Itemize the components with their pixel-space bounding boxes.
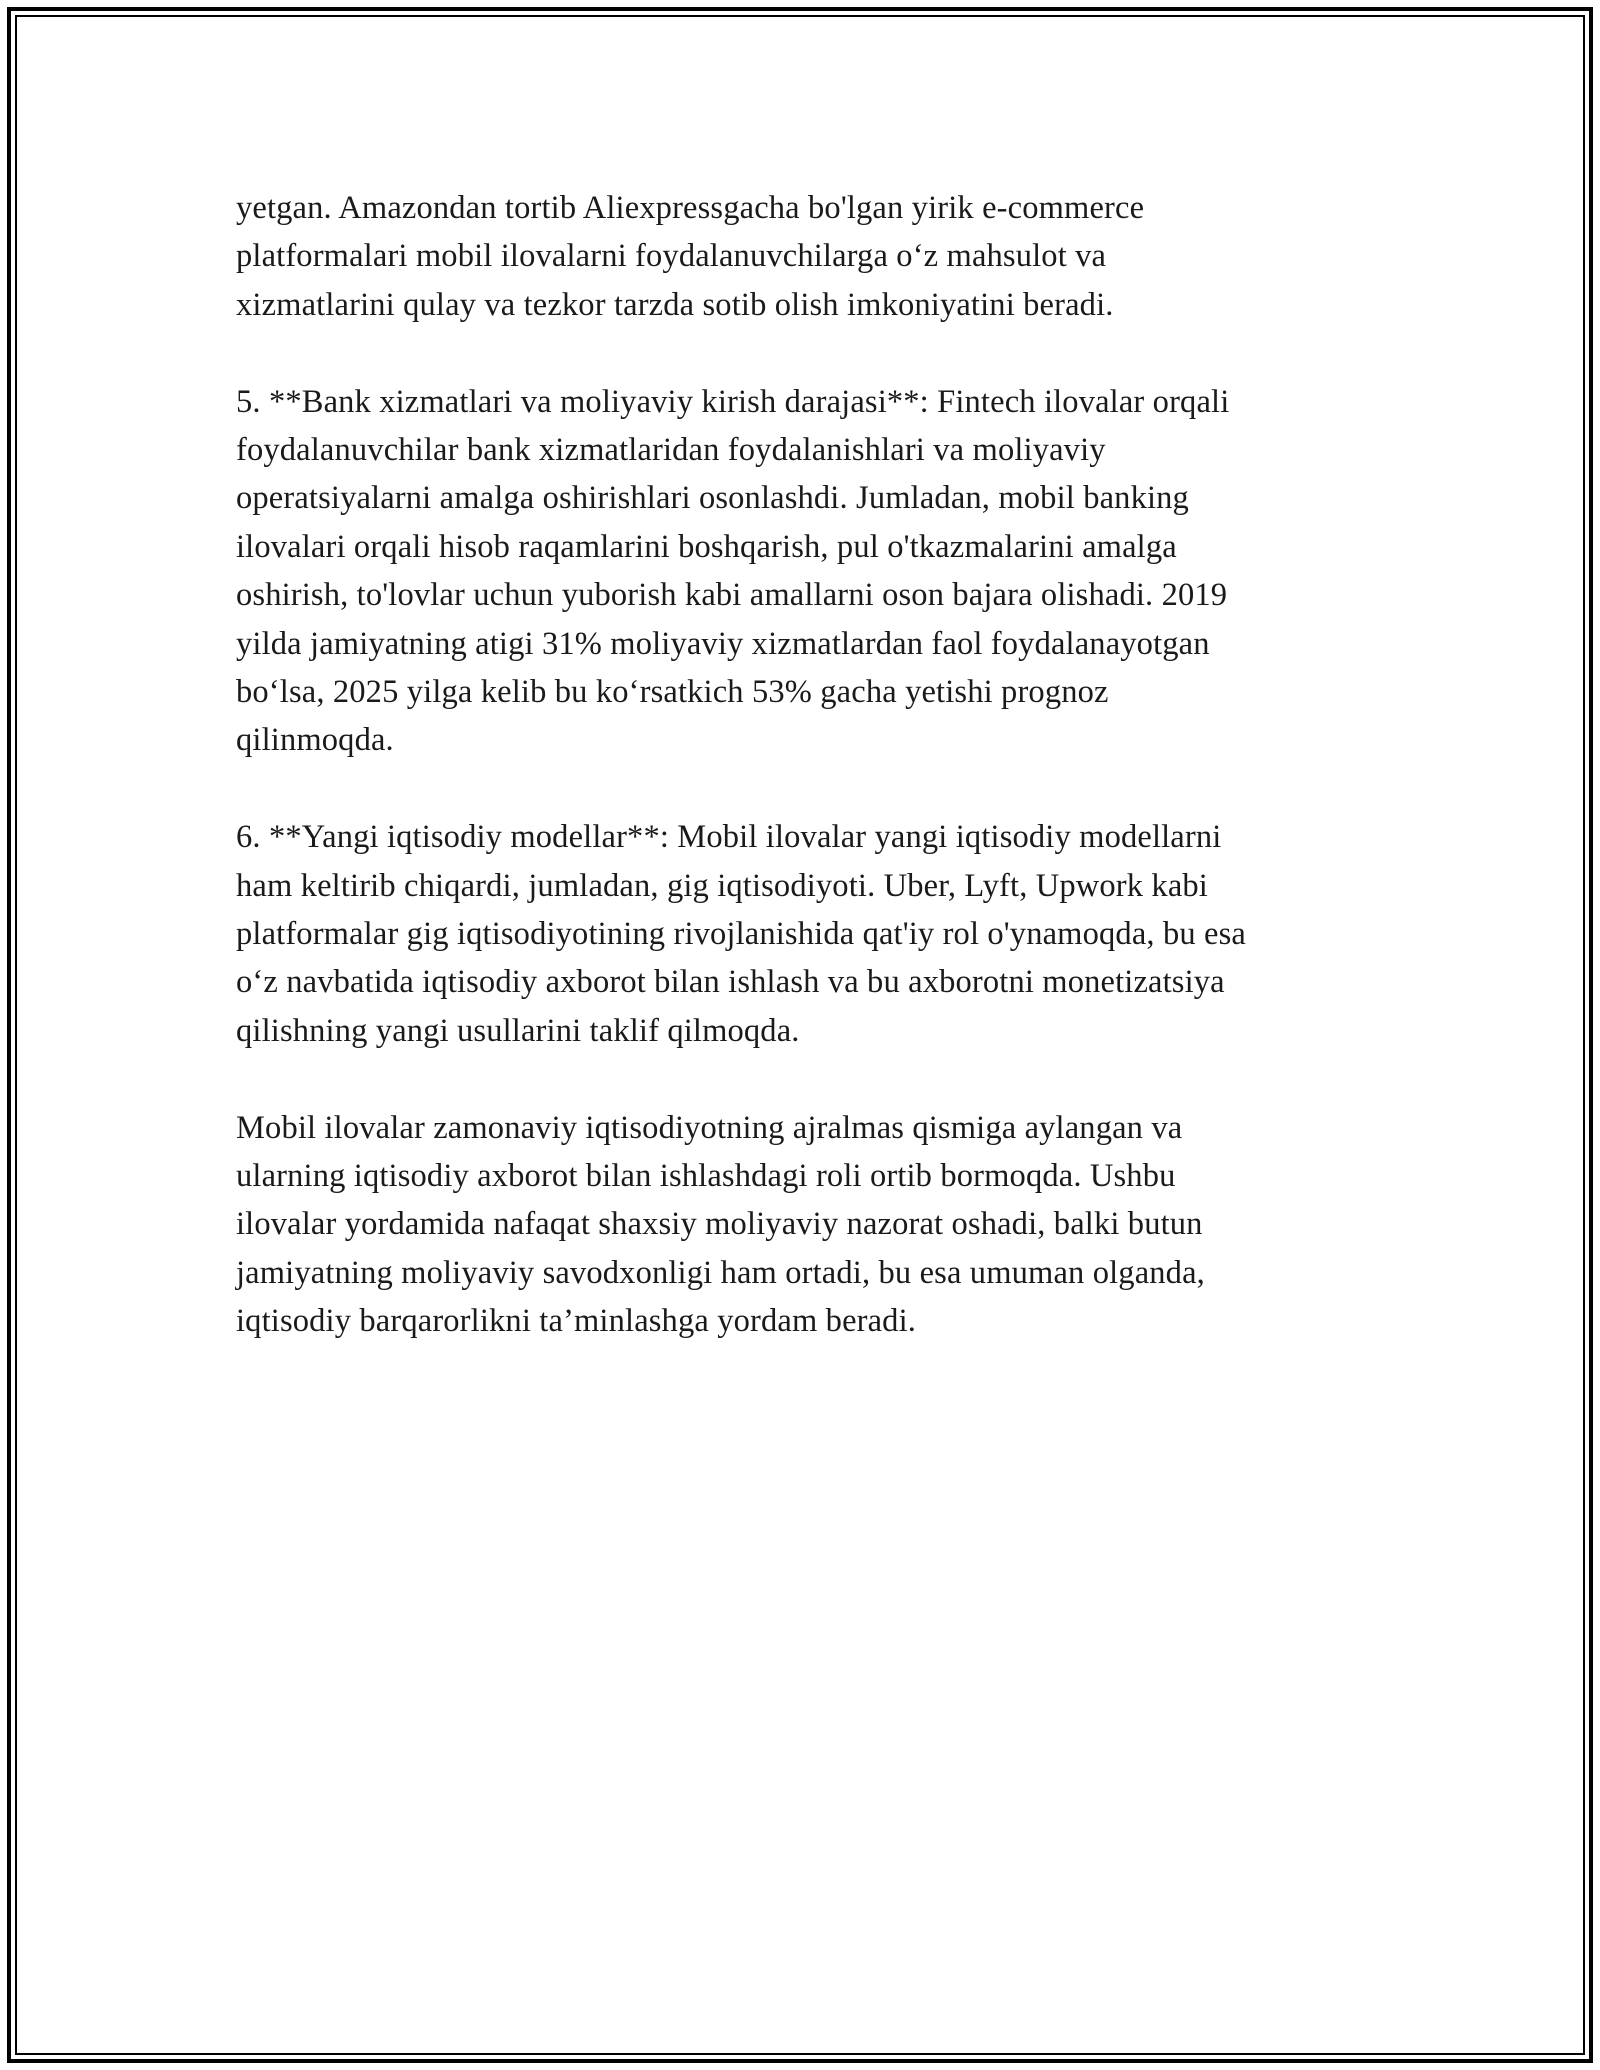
text-line: qilishning yangi usullarini taklif qilmoqda. bbox=[236, 1012, 800, 1049]
paragraph-item-5 bbox=[236, 378, 1376, 765]
text-line: bo‘lsa, 2025 yilga kelib bu ko‘rsatkich 53% gacha yetishi prognoz bbox=[236, 674, 1109, 711]
text-line: ham keltirib chiqardi, jumladan, gig iqtisodiyoti. Uber, Lyft, Upwork kabi bbox=[236, 867, 1208, 904]
text-line: jamiyatning moliyaviy savodxonligi ham ortadi, bu esa umuman olganda, bbox=[236, 1254, 1205, 1291]
text-line: operatsiyalarni amalga oshirishlari osonlashdi. Jumladan, mobil banking bbox=[236, 480, 1189, 517]
text-line: ularning iqtisodiy axborot bilan ishlashdagi roli ortib bormoqda. Ushbu bbox=[236, 1158, 1176, 1195]
paragraph-intro bbox=[236, 184, 1376, 329]
text-line: foydalanuvchilar bank xizmatlaridan foydalanishlari va moliyaviy bbox=[236, 432, 1106, 469]
text-line: oshirish, to'lovlar uchun yuborish kabi amallarni oson bajara olishadi. 2019 bbox=[236, 577, 1228, 614]
text-line: qilinmoqda. bbox=[236, 722, 394, 759]
text-line: ilovalari orqali hisob raqamlarini boshqarish, pul o'tkazmalarini amalga bbox=[236, 528, 1177, 565]
text-line: platformalar gig iqtisodiyotining rivojlanishida qat'iy rol o'ynamoqda, bu esa bbox=[236, 916, 1246, 953]
text-line: iqtisodiy barqarorlikni ta’minlashga yordam beradi. bbox=[236, 1303, 917, 1340]
text-line: xizmatlarini qulay va tezkor tarzda sotib olish imkoniyatini beradi. bbox=[236, 286, 1114, 323]
text-line: yilda jamiyatning atigi 31% moliyaviy xizmatlardan faol foydalanayotgan bbox=[236, 625, 1210, 662]
text-line: 6. **Yangi iqtisodiy modellar**: Mobil ilovalar yangi iqtisodiy modellarni bbox=[236, 819, 1222, 856]
paragraph-item-6 bbox=[236, 813, 1376, 1055]
text-line: ilovalar yordamida nafaqat shaxsiy moliyaviy nazorat oshadi, balki butun bbox=[236, 1206, 1203, 1243]
document-body bbox=[236, 184, 1376, 1394]
text-line: 5. **Bank xizmatlari va moliyaviy kirish darajasi**: Fintech ilovalar orqali bbox=[236, 383, 1230, 420]
text-line: yetgan. Amazondan tortib Aliexpressgacha bo'lgan yirik e-commerce bbox=[236, 190, 1145, 226]
paragraph-conclusion bbox=[236, 1104, 1376, 1346]
text-line: o‘z navbatida iqtisodiy axborot bilan ishlash va bu axborotni monetizatsiya bbox=[236, 964, 1225, 1001]
text-line: platformalari mobil ilovalarni foydalanuvchilarga o‘z mahsulot va bbox=[236, 238, 1107, 275]
text-line: Mobil ilovalar zamonaviy iqtisodiyotning ajralmas qismiga aylangan va bbox=[236, 1109, 1183, 1146]
